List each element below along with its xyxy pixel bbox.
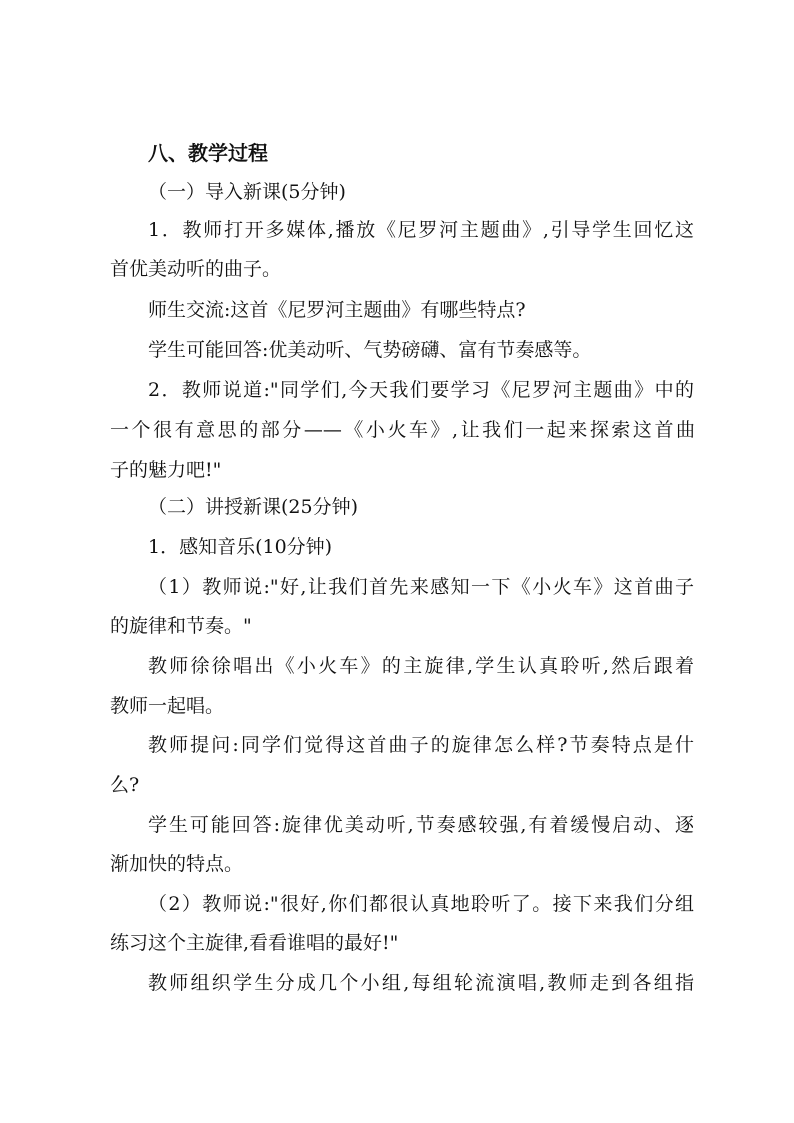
- paragraph-line: 一个很有意思的部分——《小火车》,让我们一起来探索这首曲: [110, 419, 695, 441]
- paragraph-line: 师生交流:这首《尼罗河主题曲》有哪些特点?: [148, 299, 526, 321]
- paragraph-line: 首优美动听的曲子。: [110, 258, 282, 280]
- paragraph-line: 教师组织学生分成几个小组,每组轮流演唱,教师走到各组指: [148, 972, 694, 994]
- paragraph-line: 么?: [110, 774, 140, 796]
- paragraph-line: 2．教师说道:"同学们,今天我们要学习《尼罗河主题曲》中的: [148, 379, 694, 401]
- paragraph-line: 渐加快的特点。: [110, 853, 244, 875]
- paragraph-line: 学生可能回答:旋律优美动听,节奏感较强,有着缓慢启动、逐: [148, 814, 694, 836]
- paragraph-line: （2）教师说:"很好,你们都很认真地聆听了。接下来我们分组: [148, 893, 694, 915]
- paragraph-line: 子的魅力吧!": [110, 459, 222, 481]
- paragraph-line: （一）导入新课(5分钟): [148, 181, 346, 203]
- paragraph-line: 学生可能回答:优美动听、气势磅礴、富有节奏感等。: [148, 339, 592, 361]
- paragraph-line: （1）教师说:"好,让我们首先来感知一下《小火车》这首曲子: [148, 576, 694, 598]
- paragraph-line: 的旋律和节奏。": [110, 615, 252, 637]
- paragraph-line: 1．教师打开多媒体,播放《尼罗河主题曲》,引导学生回忆这: [148, 219, 694, 241]
- paragraph-line: 教师徐徐唱出《小火车》的主旋律,学生认真聆听,然后跟着: [148, 655, 694, 677]
- paragraph-line: （二）讲授新课(25分钟): [148, 496, 359, 518]
- paragraph-line: 练习这个主旋律,看看谁唱的最好!": [110, 932, 399, 954]
- paragraph-line: 1．感知音乐(10分钟): [148, 536, 333, 558]
- paragraph-line: 教师提问:同学们觉得这首曲子的旋律怎么样?节奏特点是什: [148, 734, 694, 756]
- paragraph-line: 教师一起唱。: [110, 695, 225, 717]
- section-heading: 八、教学过程: [148, 141, 268, 165]
